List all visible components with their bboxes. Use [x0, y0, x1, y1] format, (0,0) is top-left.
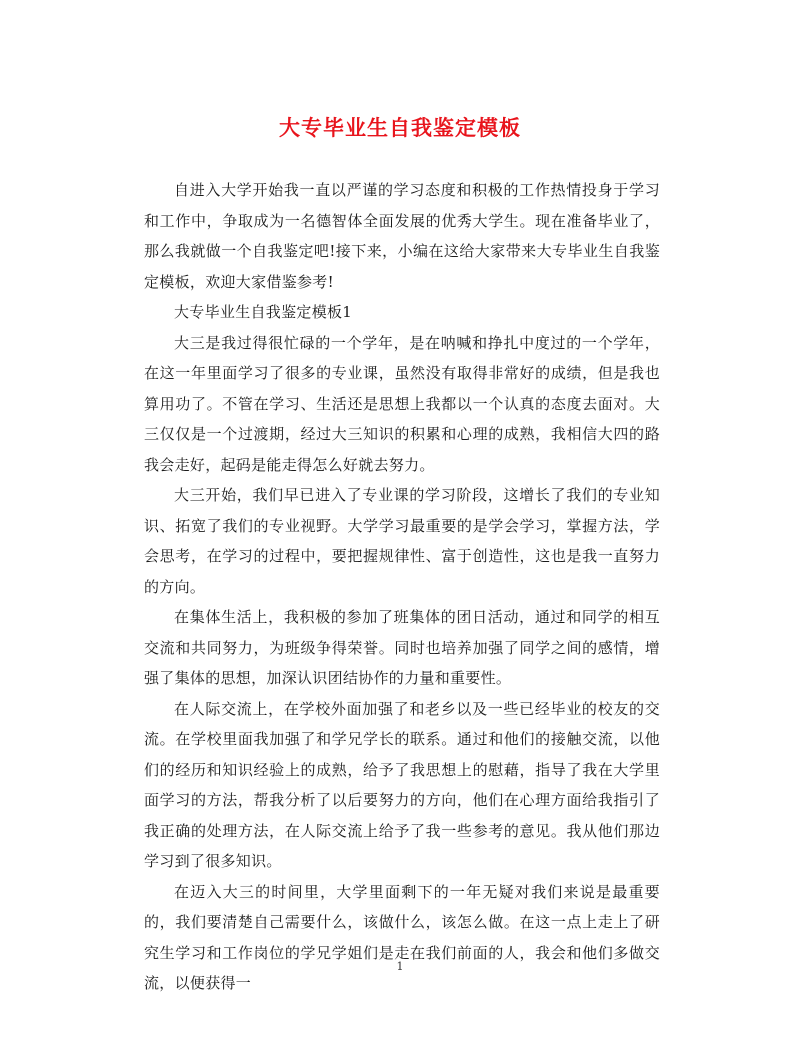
section-heading: 大专毕业生自我鉴定模板1	[174, 303, 353, 321]
document-title: 大专毕业生自我鉴定模板	[279, 116, 521, 140]
page-number: 1	[396, 960, 404, 973]
body-paragraph: 大三开始，我们早已进入了专业课的学习阶段，这增长了我们的专业知识、拓宽了我们的专业视野。大学学习最重要的是学会学习，掌握方法，学会思考，在学习的过程中，要把握规律性、富于创造性，这也是我一直努力的方向。	[144, 486, 660, 596]
document-body	[144, 175, 660, 999]
body-paragraph: 大三是我过得很忙碌的一个学年，是在呐喊和挣扎中度过的一个学年，在这一年里面学习了很多的专业课，虽然没有取得非常好的成绩，但是我也算用功了。不管在学习、生活还是思想上我都以一个认真的态度去面对。大三仅仅是一个过渡期，经过大三知识的积累和心理的成熟，我相信大四的路我会走好，起码是能走得怎么好就去努力。	[144, 333, 660, 474]
body-paragraph: 在集体生活上，我积极的参加了班集体的团日活动，通过和同学的相互交流和共同努力，为班级争得荣誉。同时也培养加强了同学之间的感情，增强了集体的思想，加深认识团结协作的力量和重要性。	[144, 608, 660, 687]
intro-paragraph: 自进入大学开始我一直以严谨的学习态度和积极的工作热情投身于学习和工作中，争取成为一名德智体全面发展的优秀大学生。现在准备毕业了，那么我就做一个自我鉴定吧!接下来，小编在这给大家带来大专毕业生自我鉴定模板，欢迎大家借鉴参考!	[144, 181, 660, 291]
body-paragraph: 在迈入大三的时间里，大学里面剩下的一年无疑对我们来说是最重要的，我们要清楚自己需要什么，该做什么，该怎么做。在这一点上走上了研究生学习和工作岗位的学兄学姐们是走在我们前面的人，我会和他们多做交流，以便获得一	[144, 882, 660, 992]
body-paragraph: 在人际交流上，在学校外面加强了和老乡以及一些已经毕业的校友的交流。在学校里面我加强了和学兄学长的联系。通过和他们的接触交流，以他们的经历和知识经验上的成熟，给予了我思想上的慰藉，指导了我在大学里面学习的方法，帮我分析了以后要努力的方向，他们在心理方面给我指引了我正确的处理方法，在人际交流上给予了我一些参考的意见。我从他们那边学习到了很多知识。	[144, 699, 660, 870]
